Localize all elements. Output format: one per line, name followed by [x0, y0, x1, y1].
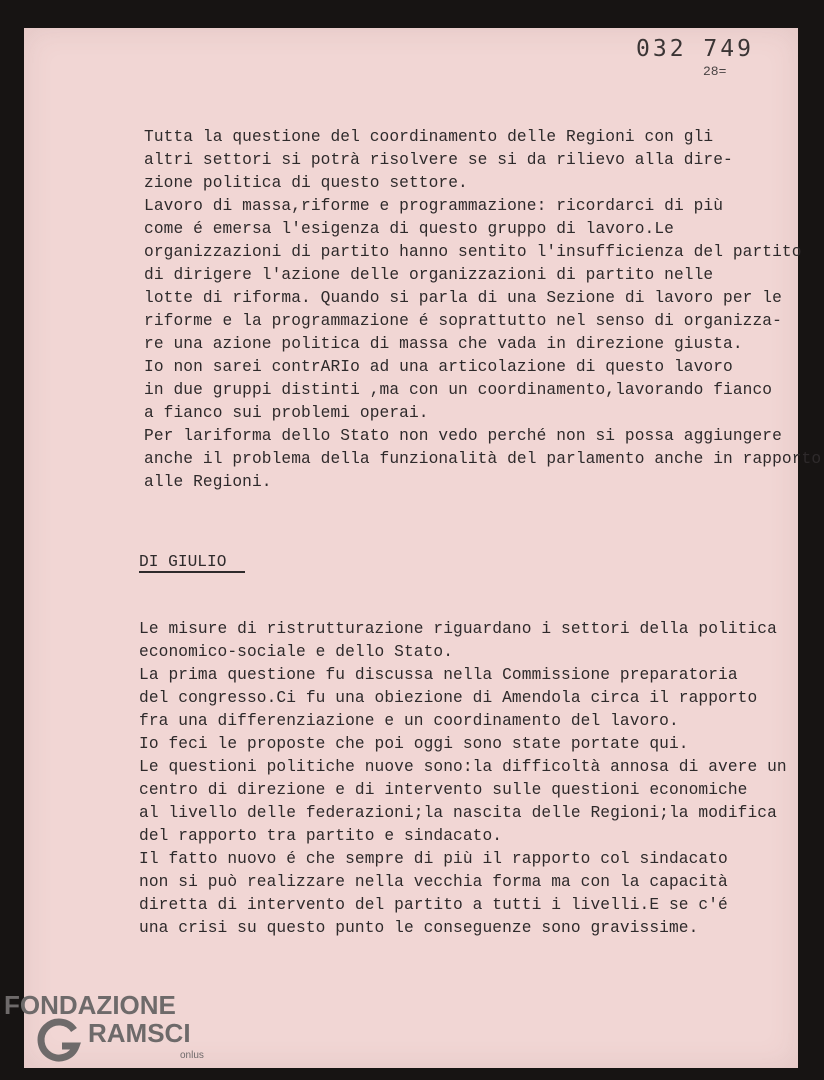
text-line: diretta di intervento del partito a tutti i livelli.E se c'é [139, 896, 728, 914]
text-line: re una azione politica di massa che vada in direzione giusta. [144, 335, 743, 353]
watermark-line3: onlus [180, 1050, 204, 1061]
text-line: altri settori si potrà risolvere se si da rilievo alla dire- [144, 151, 733, 169]
archive-number: 032 749 [636, 36, 754, 62]
text-line: Per lariforma dello Stato non vedo perché non si possa aggiungere [144, 427, 782, 445]
text-line: economico-sociale e dello Stato. [139, 643, 454, 661]
text-line: come é emersa l'esigenza di questo gruppo di lavoro.Le [144, 220, 674, 238]
page-number: 28= [703, 64, 727, 79]
text-line: Io non sarei contrARIo ad una articolazione di questo lavoro [144, 358, 733, 376]
text-line: Le questioni politiche nuove sono:la difficoltà annosa di avere un [139, 758, 787, 776]
heading-underline [139, 571, 245, 573]
speaker-heading: DI GIULIO [139, 553, 227, 571]
text-line: centro di direzione e di intervento sulle questioni economiche [139, 781, 748, 799]
text-line: Le misure di ristrutturazione riguardano i settori della politica [139, 620, 777, 638]
text-line: Il fatto nuovo é che sempre di più il rapporto col sindacato [139, 850, 728, 868]
watermark-line2: RAMSCI [88, 1018, 191, 1048]
text-line: alle Regioni. [144, 473, 272, 491]
text-line: di dirigere l'azione delle organizzazioni di partito nelle [144, 266, 714, 284]
text-line: Tutta la questione del coordinamento delle Regioni con gli [144, 128, 714, 146]
text-line: Lavoro di massa,riforme e programmazione: ricordarci di più [144, 197, 724, 215]
text-line: anche il problema della funzionalità del parlamento anche in rapporto [144, 450, 822, 468]
text-line: a fianco sui problemi operai. [144, 404, 429, 422]
text-line: zione politica di questo settore. [144, 174, 468, 192]
watermark-line1: FONDAZIONE [4, 990, 176, 1020]
text-line: lotte di riforma. Quando si parla di una Sezione di lavoro per le [144, 289, 782, 307]
text-line: fra una differenziazione e un coordinamento del lavoro. [139, 712, 679, 730]
text-line: organizzazioni di partito hanno sentito l'insufficienza del partito [144, 243, 802, 261]
text-line: al livello delle federazioni;la nascita delle Regioni;la modifica [139, 804, 777, 822]
text-line: del rapporto tra partito e sindacato. [139, 827, 503, 845]
text-line: in due gruppi distinti ,ma con un coordinamento,lavorando fianco [144, 381, 773, 399]
text-line: una crisi su questo punto le conseguenze sono gravissime. [139, 919, 699, 937]
text-line: del congresso.Ci fu una obiezione di Amendola circa il rapporto [139, 689, 758, 707]
text-line: La prima questione fu discussa nella Commissione preparatoria [139, 666, 738, 684]
text-line: Io feci le proposte che poi oggi sono state portate qui. [139, 735, 689, 753]
text-line: riforme e la programmazione é soprattutto nel senso di organizza- [144, 312, 782, 330]
gramsci-g-icon [34, 1016, 82, 1064]
text-line: non si può realizzare nella vecchia forma ma con la capacità [139, 873, 728, 891]
